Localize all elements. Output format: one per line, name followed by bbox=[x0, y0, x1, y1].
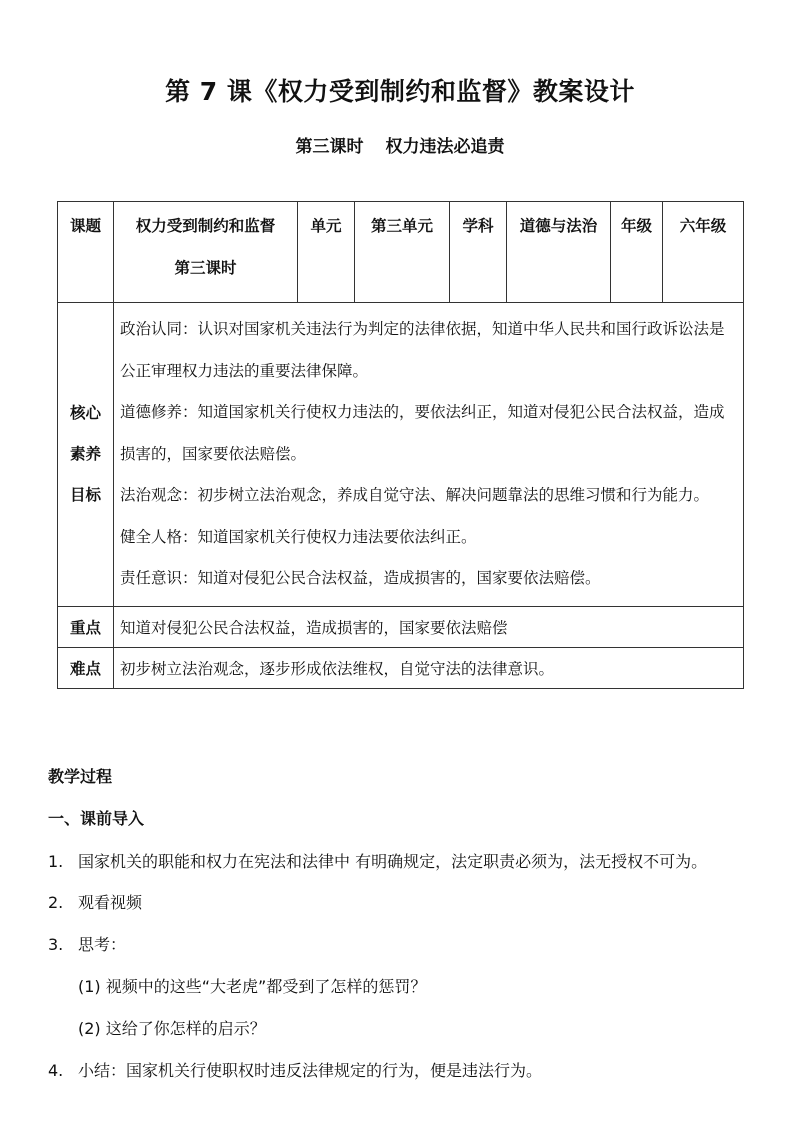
key-point-label: 重点 bbox=[58, 606, 114, 647]
goal-legal: 法治观念：初步树立法治观念，养成自觉守法、解决问题靠法的思维习惯和行为能力。 bbox=[120, 486, 710, 504]
section-intro-heading: 一、课前导入 bbox=[48, 809, 145, 828]
subject-value-cell: 道德与法治 bbox=[507, 202, 611, 303]
table-header-row bbox=[58, 202, 744, 303]
list-item: 1. 国家机关的职能和权力在宪法和法律中 有明确规定，法定职责必须为，法无授权不可为。 bbox=[48, 852, 708, 871]
key-point-row bbox=[58, 606, 744, 647]
goal-moral: 道德修养：知道国家机关行使权力违法的，要依法纠正，知道对侵犯公民合法权益，造成损害的，国家要依法赔偿。 bbox=[120, 403, 725, 463]
subtitle-topic: 权力违法必追责 bbox=[385, 137, 505, 157]
subtitle-lesson: 第三课时 bbox=[295, 137, 364, 157]
difficulty-value: 初步树立法治观念，逐步形成依法维权，自觉守法的法律意识。 bbox=[114, 647, 744, 688]
unit-value-cell: 第三单元 bbox=[355, 202, 450, 303]
unit-label-cell: 单元 bbox=[298, 202, 355, 303]
goals-content-cell bbox=[114, 303, 744, 607]
sub-item: (1) 视频中的这些“大老虎”都受到了怎样的惩罚？ bbox=[78, 977, 427, 996]
goal-personality: 健全人格：知道国家机关行使权力违法要依法纠正。 bbox=[120, 527, 477, 546]
goal-political: 政治认同：认识对国家机关违法行为判定的法律依据，知道中华人民共和国行政诉讼法是公正审理权力违法的重要法律保障。 bbox=[120, 320, 725, 380]
grade-value-cell: 六年级 bbox=[663, 202, 744, 303]
topic-value-cell: 权力受到制约和监督 第三课时 bbox=[114, 202, 298, 303]
goals-label-cell: 核心 素养 目标 bbox=[58, 303, 114, 607]
topic-label-cell: 课题 bbox=[58, 202, 114, 303]
list-item: 3. 思考： bbox=[48, 935, 127, 954]
document-title: 第 7 课《权力受到制约和监督》教案设计 bbox=[165, 77, 635, 106]
grade-label-cell: 年级 bbox=[611, 202, 663, 303]
difficulty-row bbox=[58, 647, 744, 688]
key-point-value: 知道对侵犯公民合法权益，造成损害的，国家要依法赔偿 bbox=[114, 606, 744, 647]
list-item: 2. 观看视频 bbox=[48, 893, 143, 912]
subject-label-cell: 学科 bbox=[450, 202, 507, 303]
list-item: 4. 小结：国家机关行使职权时违反法律规定的行为，便是违法行为。 bbox=[48, 1061, 543, 1080]
document-subtitle bbox=[0, 132, 800, 157]
difficulty-label: 难点 bbox=[58, 647, 114, 688]
goal-responsibility: 责任意识：知道对侵犯公民合法权益，造成损害的，国家要依法赔偿。 bbox=[120, 569, 601, 587]
process-heading: 教学过程 bbox=[48, 767, 113, 786]
sub-item: (2) 这给了你怎样的启示？ bbox=[78, 1019, 266, 1038]
lesson-info-table bbox=[57, 201, 744, 689]
goals-row bbox=[58, 303, 744, 607]
